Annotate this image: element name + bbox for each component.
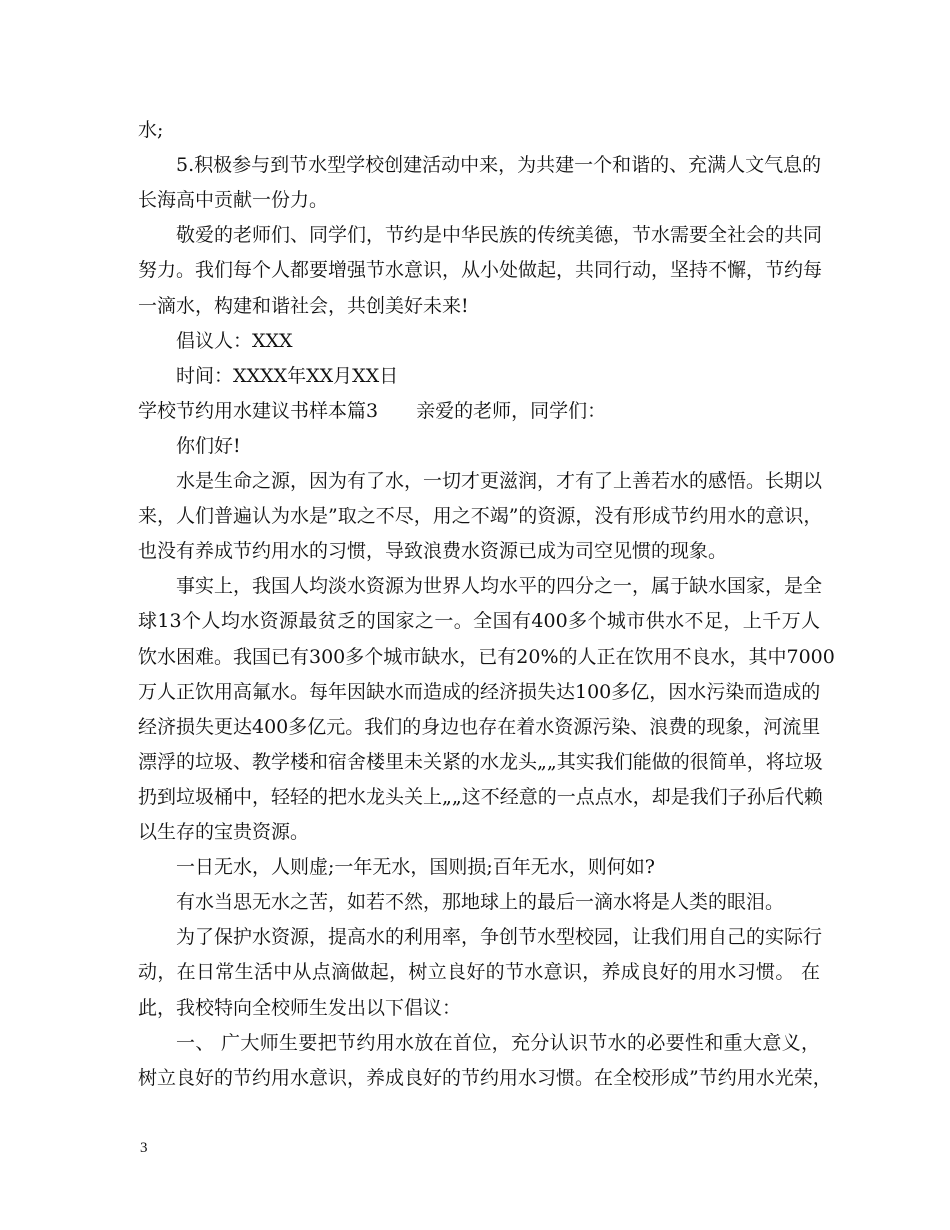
text-line: 水是生命之源，因为有了水，一切才更滋润，才有了上善若水的感悟。长期以 — [176, 470, 823, 492]
text-line: 经济损失更达400多亿元。我们的身边也存在着水资源污染、浪费的现象，河流里 — [138, 716, 821, 738]
text-line: 一、 广大师生要把节约用水放在首位，充分认识节水的必要性和重大意义， — [176, 1032, 820, 1054]
text-line: 时间：XXXX年XX月XX日 — [176, 365, 399, 387]
text-line: 扔到垃圾桶中，轻轻的把水龙头关上„„这不经意的一点点水，却是我们子孙后代赖 — [138, 786, 823, 808]
text-line: 你们好! — [176, 435, 241, 457]
text-line: 以生存的宝贵资源。 — [138, 821, 310, 843]
text-line: 来，人们普遍认为水是”取之不尽，用之不竭”的资源，没有形成节约用水的意识， — [138, 505, 823, 527]
text-line: 动，在日常生活中从点滴做起，树立良好的节水意识，养成良好的用水习惯。 在 — [138, 961, 820, 983]
text-line: 此，我校特向全校师生发出以下倡议： — [138, 997, 462, 1019]
text-line: 万人正饮用高氟水。每年因缺水而造成的经济损失达100多亿，因水污染而造成的 — [138, 681, 821, 703]
text-line: 树立良好的节约用水意识，养成良好的节约用水习惯。在全校形成”节约用水光荣， — [138, 1067, 832, 1089]
section-heading: 学校节约用水建议书样本篇3 亲爱的老师，同学们： — [138, 400, 607, 422]
text-line: 漂浮的垃圾、教学楼和宿舍楼里未关紧的水龙头„„其实我们能做的很简单，将垃圾 — [138, 751, 823, 773]
text-line: 水; — [138, 119, 164, 141]
text-line: 为了保护水资源，提高水的利用率，争创节水型校园，让我们用自己的实际行 — [176, 926, 823, 948]
text-line: 倡议人：XXX — [176, 330, 293, 352]
text-line: 一日无水，人则虚;一年无水，国则损;百年无水，则何如? — [176, 856, 655, 878]
text-line: 有水当思无水之苦，如若不然，那地球上的最后一滴水将是人类的眼泪。 — [176, 891, 785, 913]
text-line: 球13个人均水资源最贫乏的国家之一。全国有400多个城市供水不足，上千万人 — [138, 610, 820, 632]
page-number: 3 — [140, 1140, 148, 1156]
text-line: 努力。我们每个人都要增强节水意识，从小处做起，共同行动，坚持不懈，节约每 — [138, 259, 823, 281]
text-line: 一滴水，构建和谐社会，共创美好未来! — [138, 295, 469, 317]
text-line: 也没有养成节约用水的习惯，导致浪费水资源已成为司空见惯的现象。 — [138, 540, 728, 562]
text-line: 事实上，我国人均淡水资源为世界人均水平的四分之一，属于缺水国家，是全 — [176, 575, 823, 597]
text-line: 饮水困难。我国已有300多个城市缺水，已有20%的人正在饮用不良水，其中7000 — [138, 646, 835, 668]
text-line: 长海高中贡献一份力。 — [138, 189, 329, 211]
text-line: 5.积极参与到节水型学校创建活动中来，为共建一个和谐的、充满人文气息的 — [176, 154, 822, 176]
text-line: 敬爱的老师们、同学们，节约是中华民族的传统美德，节水需要全社会的共同 — [176, 224, 823, 246]
